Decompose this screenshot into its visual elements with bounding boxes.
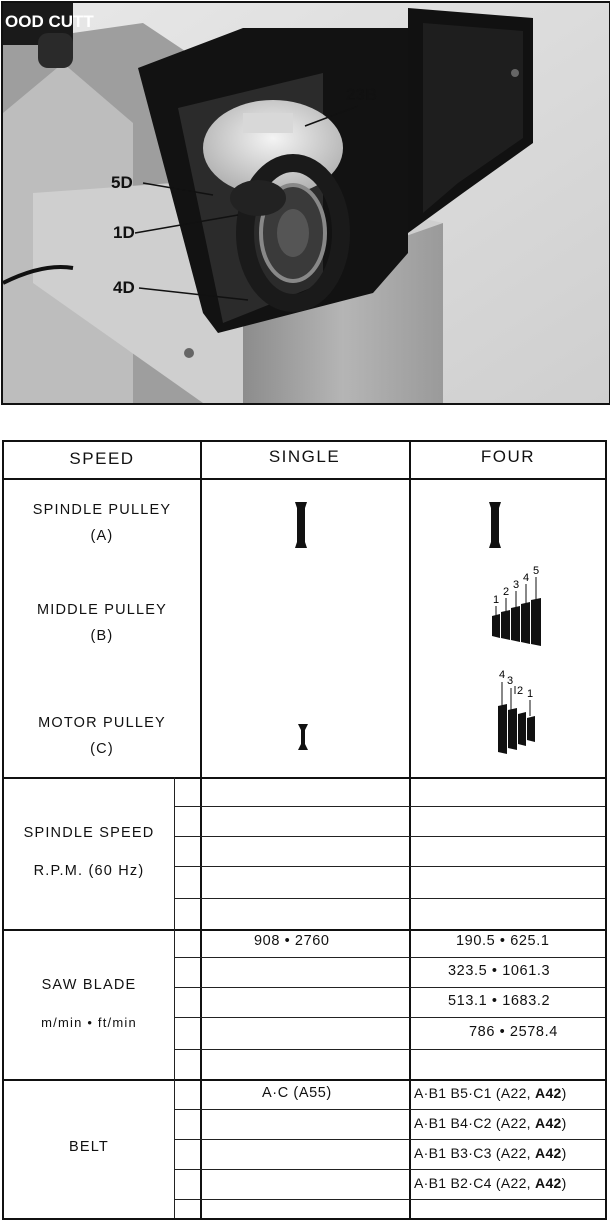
middle-pulley-code: (B) [90,628,114,644]
callout-23b: 23B [346,85,378,104]
machine-photo [1,1,610,405]
motor-step-2: 2 [517,685,524,697]
speed-chart-table [2,440,607,1220]
sub-column-divider [174,777,175,1218]
four-middle-stepped-pulley-icon [490,566,548,646]
machine-sign-text: OOD CUTT [5,12,94,31]
belt-four-4-text: A·B1 B2·C4 (A22, [414,1175,536,1191]
belt-four-1-text: A·B1 B5·C1 (A22, [414,1085,536,1101]
middle-pulley-label [4,597,200,649]
spindle-pulley-title: SPINDLE PULLEY [32,502,172,518]
motor-pulley-title: MOTOR PULLEY [38,715,166,731]
belt-four-4-end: ) [561,1175,567,1191]
header-speed: SPEED [69,449,135,468]
belt-four-4-bold: A42 [535,1175,562,1191]
bandsaw-pulley-illustration [3,3,609,403]
middle-pulley-title: MIDDLE PULLEY [36,602,168,618]
belt-four-3-text: A·B1 B3·C3 (A22, [414,1145,536,1161]
motor-pulley-code: (C) [90,741,114,757]
four-spindle-pulley-icon [488,502,502,548]
header-single: SINGLE [268,447,341,466]
callout-1d: 1D [113,223,135,242]
belt-four-value-3 [414,1145,567,1161]
belt-four-1-bold: A42 [535,1085,562,1101]
motor-step-4: 4 [499,670,506,681]
belt-four-value-4 [414,1175,567,1191]
saw-single-value: 908 • 2760 [254,933,330,949]
middle-step-4: 4 [523,572,530,584]
belt-four-2-end: ) [561,1115,567,1131]
saw-blade-label [4,972,174,1036]
belt-four-2-bold: A42 [535,1115,562,1131]
belt-four-value-2 [414,1115,567,1131]
belt-four-3-bold: A42 [535,1145,562,1161]
row-divider [4,929,605,931]
column-divider [409,442,411,1218]
motor-step-1: 1 [527,688,534,700]
row-divider [4,1079,605,1081]
four-motor-stepped-pulley-icon [496,670,542,754]
saw-blade-unit: m/min • ft/min [41,1015,137,1030]
spindle-speed-title: SPINDLE SPEED [23,825,155,841]
belt-four-2-text: A·B1 B4·C2 (A22, [414,1115,536,1131]
belt-single-value: A·C (A55) [262,1085,332,1101]
spindle-pulley-label [4,497,200,549]
saw-blade-title: SAW BLADE [41,977,137,993]
saw-four-value-2: 323.5 • 1061.3 [448,963,551,979]
spindle-speed-unit: R.P.M. (60 Hz) [33,863,145,879]
middle-step-2: 2 [503,586,510,598]
middle-step-5: 5 [533,566,540,577]
callout-4d: 4D [113,278,135,297]
header-four: FOUR [480,447,536,466]
single-spindle-pulley-icon [294,502,308,548]
spindle-speed-label [4,820,174,884]
belt-label: BELT [69,1139,109,1155]
middle-step-1: 1 [493,594,500,606]
callout-5d: 5D [111,173,133,192]
saw-four-value-3: 513.1 • 1683.2 [448,993,551,1009]
motor-pulley-label [4,710,200,762]
belt-four-3-end: ) [561,1145,567,1161]
saw-four-value-4: 786 • 2578.4 [469,1024,558,1040]
row-divider [4,478,605,480]
column-divider [200,442,202,1218]
middle-step-3: 3 [513,579,520,591]
single-motor-pulley-icon [297,724,309,750]
motor-step-3: 3 [507,675,514,687]
saw-four-value-1: 190.5 • 625.1 [456,933,550,949]
spindle-pulley-code: (A) [90,528,114,544]
belt-four-1-end: ) [561,1085,567,1101]
belt-four-value-1 [414,1085,567,1101]
row-divider [4,777,605,779]
